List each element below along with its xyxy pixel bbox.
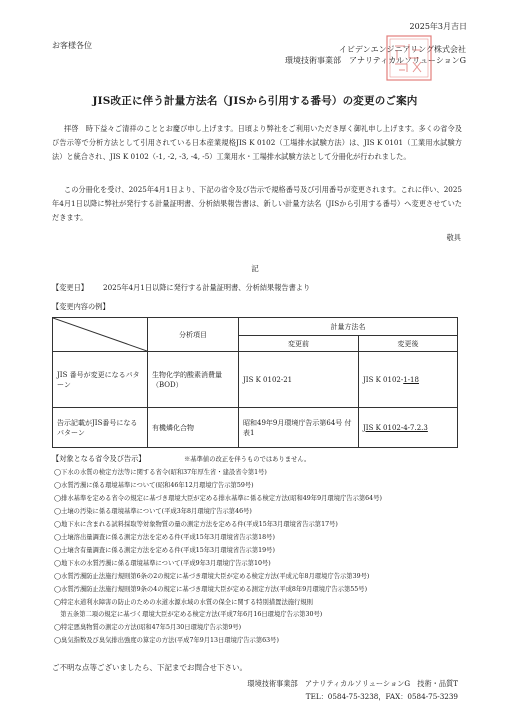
contact-sentence: ご不明な点等ございましたら、下記までお問合せ下さい。	[52, 663, 247, 672]
issue-date: 2025年3月吉日	[409, 22, 467, 31]
law-item: ◯土壌含有量調査に係る測定方法を定める件(平成15年3月環境省告示第19号)	[54, 547, 275, 554]
after-cell	[359, 352, 458, 408]
law-item: ◯土壌の汚染に係る環境基準について(平成3年8月環境庁告示第46号)	[54, 508, 252, 515]
law-item: 第五条第二項の規定に基づく環境大臣が定める検定方法(平成7年6月16日環境庁告示第30号)	[54, 611, 323, 618]
targets-title: 【対象となる省令及び告示】	[52, 454, 146, 463]
before-cell: 昭和49年9月環境庁告示第64号 付表1	[239, 408, 359, 448]
document-title: JIS改正に伴う計量方法名（JISから引用する番号）の変更のご案内	[92, 95, 418, 107]
greeting-paragraph: 拝啓 時下益々ご清祥のこととお慶び申し上げます。日頃より弊社をご利用いただき厚く御礼申し上げます。多くの省令及び告示等で分析方法として引用されている日本産業規格JIS K 0102（工場排水試験方法）は、JIS K 0101（工業用水試験方法）と統合され、JIS K 0102（-1, -2, -3, -4, -5）工業用水・工場排水試験方法として分冊化が行われました。	[52, 124, 462, 161]
change-notice-paragraph: この分冊化を受け、2025年4月1日より、下記の省令及び告示で規格番号及び引用番号が変更されます。これに伴い、2025年4月1日以降に弊社が発行する計量証明書、分析結果報告書は、新しい計量方法名（JISから引用する番号）へ変更させていただきます。	[52, 185, 462, 222]
law-item: ◯排水基準を定める省令の規定に基づき環境大臣が定める排水基準に係る検定方法(昭和49年9月環境庁告示第64号)	[54, 495, 382, 502]
diagonal-header-cell	[53, 318, 148, 352]
examples-table	[52, 317, 458, 448]
before-cell: JIS K 0102-21	[239, 352, 359, 408]
addressee: お客様各位	[52, 41, 92, 50]
law-item: ◯水質汚濁防止法施行規則第6条の2の規定に基づき環境大臣が定める検定方法(平成元年8月環境庁告示第39号)	[54, 573, 370, 580]
law-item: ◯下水の水質の検定方法等に関する省令(昭和37年厚生省・建設省令第1号)	[54, 469, 267, 476]
change-date-text: 2025年4月1日以降に発行する計量証明書、分析結果報告書より	[103, 283, 311, 292]
diagonal-line	[53, 318, 147, 351]
law-item: ◯水質汚濁に係る環境基準について(昭和46年12月環境庁告示第59号)	[54, 482, 254, 489]
header-after-cell: 変更後	[359, 336, 458, 352]
law-item: ◯地下水の水質汚濁に係る環境基準について(平成9年3月環境庁告示第10号)	[54, 560, 271, 567]
change-date-label: 【変更日】	[52, 283, 88, 292]
examples-label: 【変更内容の例】	[52, 302, 110, 311]
footer-department: 環境技術事業部 アナリティカルソリューションG 技術・品質T	[247, 679, 458, 688]
after-cell	[359, 408, 458, 448]
table-row	[53, 352, 458, 408]
department-name: 環境技術事業部 アナリティカルソリューションG	[284, 56, 466, 65]
header-item-cell: 分析項目	[148, 318, 239, 352]
law-item: ◯特定水道利水障害の防止のための水道水源水域の水質の保全に関する特別措置法施行規則	[54, 599, 313, 606]
header-before-cell: 変更前	[239, 336, 359, 352]
footer-phone-fax: TEL：0584-75-3238，FAX：0584-75-3239	[305, 692, 458, 701]
header-method-cell: 計量方法名	[239, 318, 458, 336]
targets-note: ※基準値の改正を伴うものではありません。	[184, 456, 311, 463]
law-item: ◯地下水に含まれる試料採取等対象物質の量の測定方法を定める件(平成15年3月環境省告示第17号)	[54, 521, 338, 528]
company-seal-stamp	[383, 32, 435, 84]
law-item: ◯水質汚濁防止法施行規則第9条の4の規定に基づき環境大臣が定める測定方法(平成8年9月環境庁告示第55号)	[54, 586, 368, 593]
pattern-cell: JIS 番号が変更になるパターン	[53, 352, 148, 408]
company-name: イビデンエンジニアリング株式会社	[338, 45, 466, 54]
table-row	[53, 408, 458, 448]
after-underlined: JIS K 0102-4-7.2.3	[363, 423, 428, 432]
law-item: ◯土壌溶出量調査に係る測定方法を定める件(平成15年3月環境省告示第18号)	[54, 534, 275, 541]
after-prefix: JIS K 0102-	[363, 375, 404, 384]
law-item: ◯臭気指数及び臭気排出強度の算定の方法(平成7年9月13日環境庁告示第63号)	[54, 637, 279, 644]
law-item: ◯特定悪臭物質の測定の方法(昭和47年5月30日環境庁告示第9号)	[54, 624, 242, 631]
pattern-cell: 告示記載がJIS番号になるパターン	[53, 408, 148, 448]
item-cell: 生物化学的酸素消費量（BOD）	[148, 352, 239, 408]
ki-heading: 記	[251, 264, 259, 273]
after-underlined: 1-18	[403, 375, 419, 384]
closing-word: 敬具	[446, 233, 461, 242]
item-cell: 有機燐化合物	[148, 408, 239, 448]
